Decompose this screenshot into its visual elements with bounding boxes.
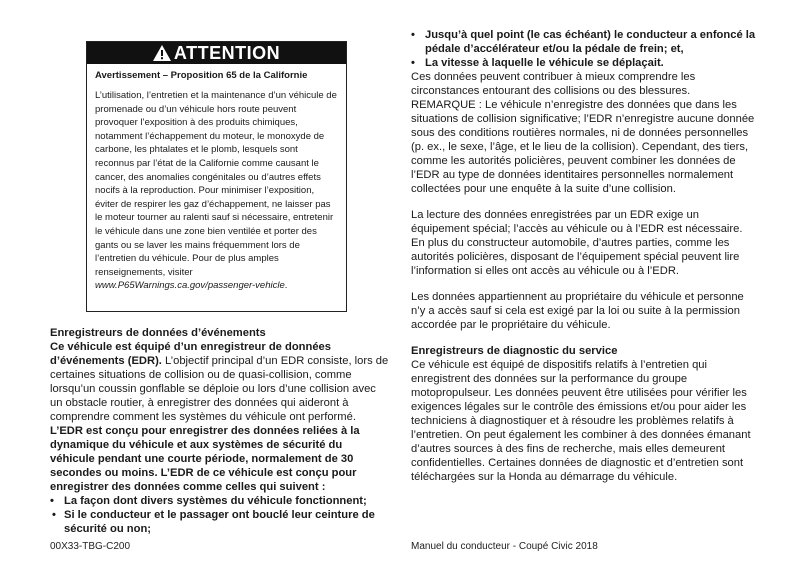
right-column: [411, 28, 756, 484]
edr-bullet-item: • La façon dont divers systèmes du véhicule fonctionnent;: [50, 494, 390, 508]
warning-url-end: .: [284, 280, 288, 292]
edr-lead-text: L’objectif principal d’un EDR consiste, lors de certaines situations de collision ou de quasi-collision, comme lorsqu’un coussin gonflable se déploie ou lors d’une collision avec un obstacle routier, à enregistrer des données qui aideront à comprendre comment les systèmes du véhicule ont performé.: [50, 355, 389, 423]
edr-paragraph-2: La lecture des données enregistrées par un EDR exige un équipement spécial; l’accès au véhicule ou à l’EDR est nécessaire. En plus du constructeur automobile, d’autres parties, comme les autorités policières, disposant de l’équipement spécial peuvent lire l’information si elles ont accès au véhicule ou à l’EDR.: [411, 209, 743, 277]
footer-manual-title: Manuel du conducteur - Coupé Civic 2018: [411, 541, 598, 552]
left-column: [50, 326, 390, 536]
diag-heading: Enregistreurs de diagnostic du service: [411, 345, 618, 357]
edr-paragraph-1: Ces données peuvent contribuer à mieux comprendre les circonstances entourant des collisions ou des blessures. REMARQUE : Le véhicule n’enregistre des données que dans les situations de collision significative; l’EDR n’enregistre aucune donnée sous des conditions routières normales, ni de données personnelles (p. ex., le sexe, l’âge, et le lieu de la collision). Cependant, des tiers, comme les autorités policières, peuvent combiner les données de l’EDR au type de données identitaires personnelles normalement collectées pour une enquête à la suite d’une collision.: [411, 71, 755, 195]
warning-body-text: L’utilisation, l’entretien et la maintenance d’un véhicule de promenade ou d’un véhicule hors route peuvent provoquer l’exposition à des produits chimiques, notamment l’échappement du moteur, le monoxyde de carbone, les phtalates et le plomb, lesquels sont reconnus par l’état de la Californie comme causant le cancer, des anomalies congénitales ou d’autres effets nocifs à la reproduction. Pour minimiser l’exposition, éviter de respirer les gaz d’échappement, ne laisser pas le moteur tourner au ralenti sauf si nécessaire, entretenir le véhicule dans une zone bien ventilée et porter des gants ou se laver les mains fréquemment lors de l’entretien du véhicule. Pour de plus amples renseignements, visiter: [95, 90, 337, 278]
warning-url: www.P65Warnings.ca.gov/passenger-vehicle: [95, 280, 285, 292]
edr-heading: Enregistreurs de données d’événements: [50, 327, 266, 339]
footer-code: 00X33-TBG-C200: [50, 541, 131, 552]
diag-paragraph: Ce véhicule est équipé de dispositifs relatifs à l’entretien qui enregistrent des données sur la performance du groupe motopropulseur. Les données peuvent être utilisées pour vérifier les exigences légales sur le contrôle des émissions et/ou pour aider les techniciens à diagnostiquer et à résoudre les problèmes relatifs à l’entretien. On peut également les combiner à des données émanant d’autres sources à des fins de recherche, mais elles demeurent confidentielles. Certaines données de diagnostic et d’entretien sont téléchargées sur la Honda au démarrage du véhicule.: [411, 359, 751, 483]
edr-bold-paragraph: L’EDR est conçu pour enregistrer des données reliées à la dynamique du véhicule et aux systèmes de sécurité du véhicule pendant une courte période, normalement de 30 secondes ou moins. L’EDR de ce véhicule est conçu pour enregistrer des données comme celles qui suivent :: [50, 425, 360, 493]
warning-subtitle: Avertissement – Proposition 65 de la Californie: [95, 70, 308, 81]
warning-triangle-icon: [153, 45, 171, 61]
warning-title: ATTENTION: [173, 43, 281, 63]
warning-body: [87, 82, 346, 293]
edr-paragraph-3: Les données appartiennent au propriétaire du véhicule et personne n’y a accès sauf si cela est exigé par la loi ou suite à la permission accordée par le propriétaire du véhicule.: [411, 291, 744, 331]
edr-lead-paragraph: [50, 340, 390, 424]
warning-title-bar: [87, 42, 346, 64]
warning-box: [86, 41, 347, 312]
edr-bullet-item: • Si le conducteur et le passager ont bouclé leur ceinture de sécurité ou non;: [50, 508, 390, 536]
edr-lead-bold: Ce véhicule est équipé d’un enregistreur de données d’événements (EDR).: [50, 341, 332, 367]
edr-bullet-item: • La vitesse à laquelle le véhicule se déplaçait.: [411, 56, 756, 70]
edr-bullet-item: • Jusqu’à quel point (le cas échéant) le conducteur a enfoncé la pédale d’accélérateur et/ou la pédale de frein; et,: [411, 28, 756, 56]
